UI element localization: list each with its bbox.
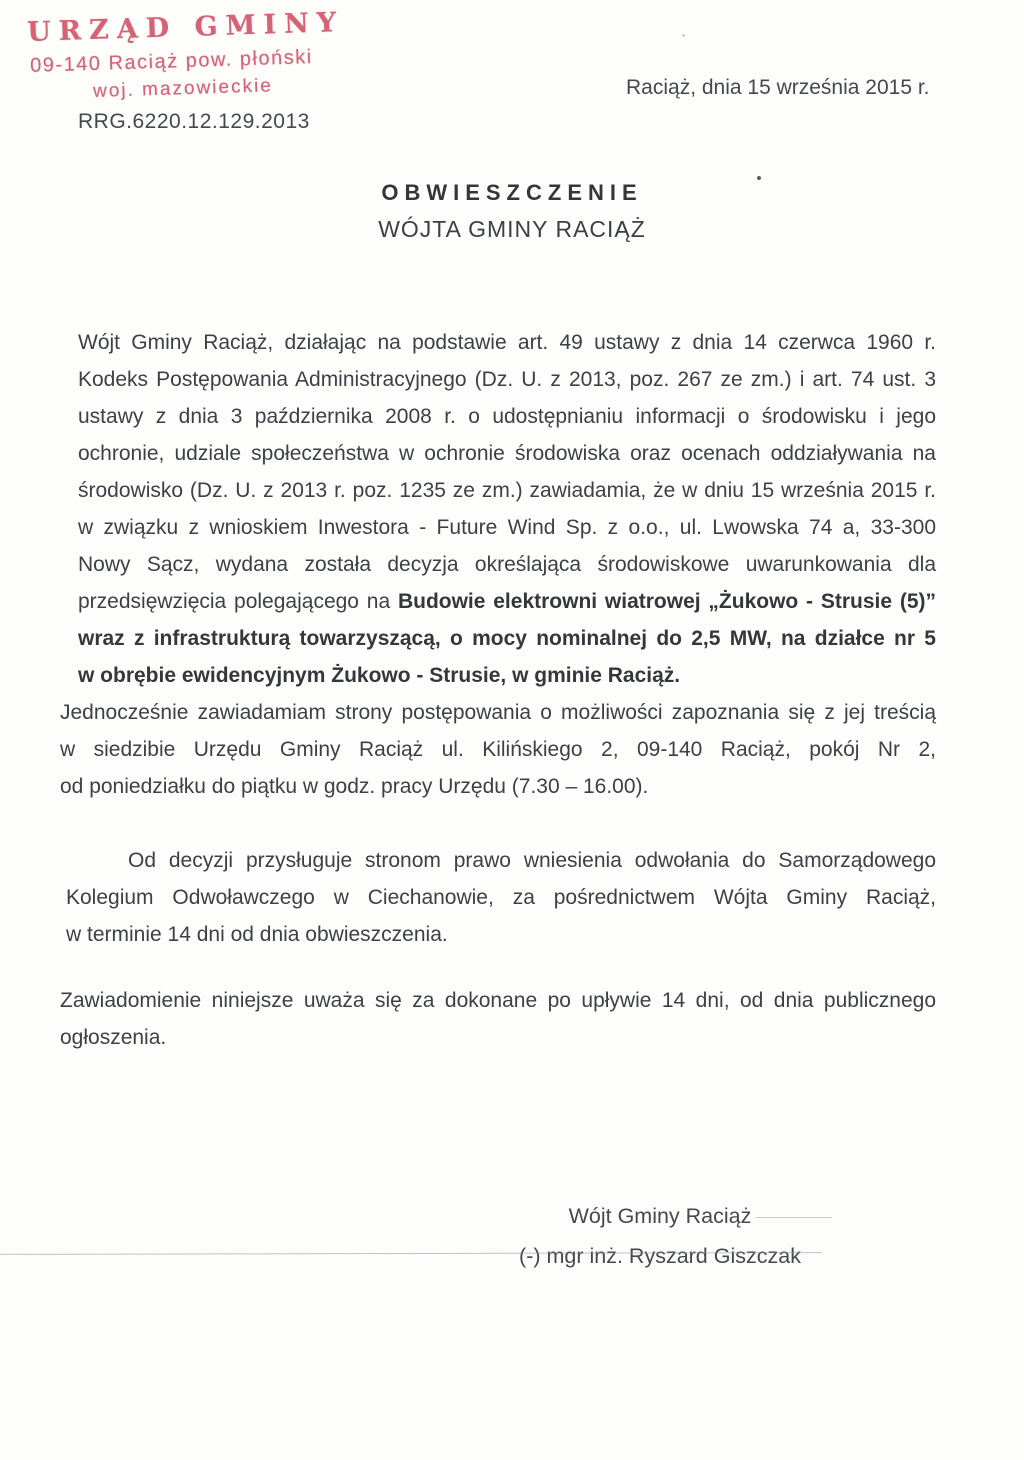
- body-paragraph-1: [78, 324, 936, 694]
- body-line: Nowy Sącz, wydana została decyzja określająca środowiskowe uwarunkowania dla: [78, 553, 936, 576]
- body-line: ustawy z dnia 3 października 2008 r. o udostępnianiu informacji o środowisku i jego: [78, 405, 936, 428]
- body-line: Jednocześnie zawiadamiam strony postępowania o możliwości zapoznania się z jej treścią: [60, 701, 936, 724]
- body-line: ogłoszenia.: [60, 1026, 167, 1049]
- stamp-office-name: URZĄD GMINY: [26, 7, 345, 48]
- body-line: Od decyzji przysługuje stronom prawo wniesienia odwołania do Samorządowego: [128, 849, 936, 872]
- title-block: [0, 180, 1024, 243]
- document-body: [60, 324, 936, 1056]
- scan-artifact-speck-dark: [757, 176, 761, 180]
- body-line: Wójt Gminy Raciąż, działając na podstawie art. 49 ustawy z dnia 14 czerwca 1960 r.: [78, 331, 936, 354]
- stamp-address: 09-140 Raciąż pow. płoński: [29, 46, 313, 77]
- body-paragraph-2: [60, 694, 936, 805]
- signature-title: Wójt Gminy Raciąż: [568, 1204, 752, 1228]
- document-subtitle: WÓJTA GMINY RACIĄŻ: [378, 216, 646, 242]
- signature-name: (-) mgr inż. Ryszard Giszczak: [519, 1244, 801, 1268]
- body-paragraph-4: [60, 982, 936, 1056]
- scan-artifact-speck-light: [682, 34, 685, 37]
- body-line: w terminie 14 dni od dnia obwieszczenia.: [66, 923, 448, 946]
- office-stamp: [27, 7, 347, 105]
- stamp-voivodeship: woj. mazowieckie: [92, 75, 274, 102]
- body-line: ochronie, udziale społeczeństwa w ochronie środowiska oraz ocenach oddziaływania na: [78, 442, 936, 465]
- scan-artifact-line-short: [756, 1217, 832, 1218]
- body-paragraph-3: [66, 842, 936, 953]
- body-line: Kodeks Postępowania Administracyjnego (Dz. U. z 2013, poz. 267 ze zm.) i art. 74 ust. 3: [78, 368, 936, 391]
- reference-number: RRG.6220.12.129.2013: [78, 110, 310, 133]
- body-line: Kolegium Odwoławczego w Ciechanowie, za pośrednictwem Wójta Gminy Raciąż,: [66, 886, 936, 909]
- body-line: środowisko (Dz. U. z 2013 r. poz. 1235 ze zm.) zawiadamia, że w dniu 15 września 2015 r.: [78, 479, 936, 502]
- document-title: OBWIESZCZENIE: [381, 180, 643, 205]
- body-line: Zawiadomienie niniejsze uważa się za dokonane po upływie 14 dni, od dnia publicznego: [60, 989, 936, 1012]
- signature-block: [420, 1196, 900, 1276]
- dateline: Raciąż, dnia 15 września 2015 r.: [626, 76, 930, 99]
- body-line: w siedzibie Urzędu Gminy Raciąż ul. Kilińskiego 2, 09-140 Raciąż, pokój Nr 2,: [60, 738, 936, 761]
- body-line: wraz z infrastrukturą towarzyszącą, o mocy nominalnej do 2,5 MW, na działce nr 5: [78, 627, 936, 650]
- body-line: przedsięwzięcia polegającego na Budowie elektrowni wiatrowej „Żukowo - Strusie (5)”: [78, 590, 936, 613]
- body-line: w związku z wnioskiem Inwestora - Future Wind Sp. z o.o., ul. Lwowska 74 a, 33-300: [78, 516, 936, 539]
- body-line: w obrębie ewidencyjnym Żukowo - Strusie, w gminie Raciąż.: [78, 664, 681, 687]
- body-line: od poniedziałku do piątku w godz. pracy Urzędu (7.30 – 16.00).: [60, 775, 649, 798]
